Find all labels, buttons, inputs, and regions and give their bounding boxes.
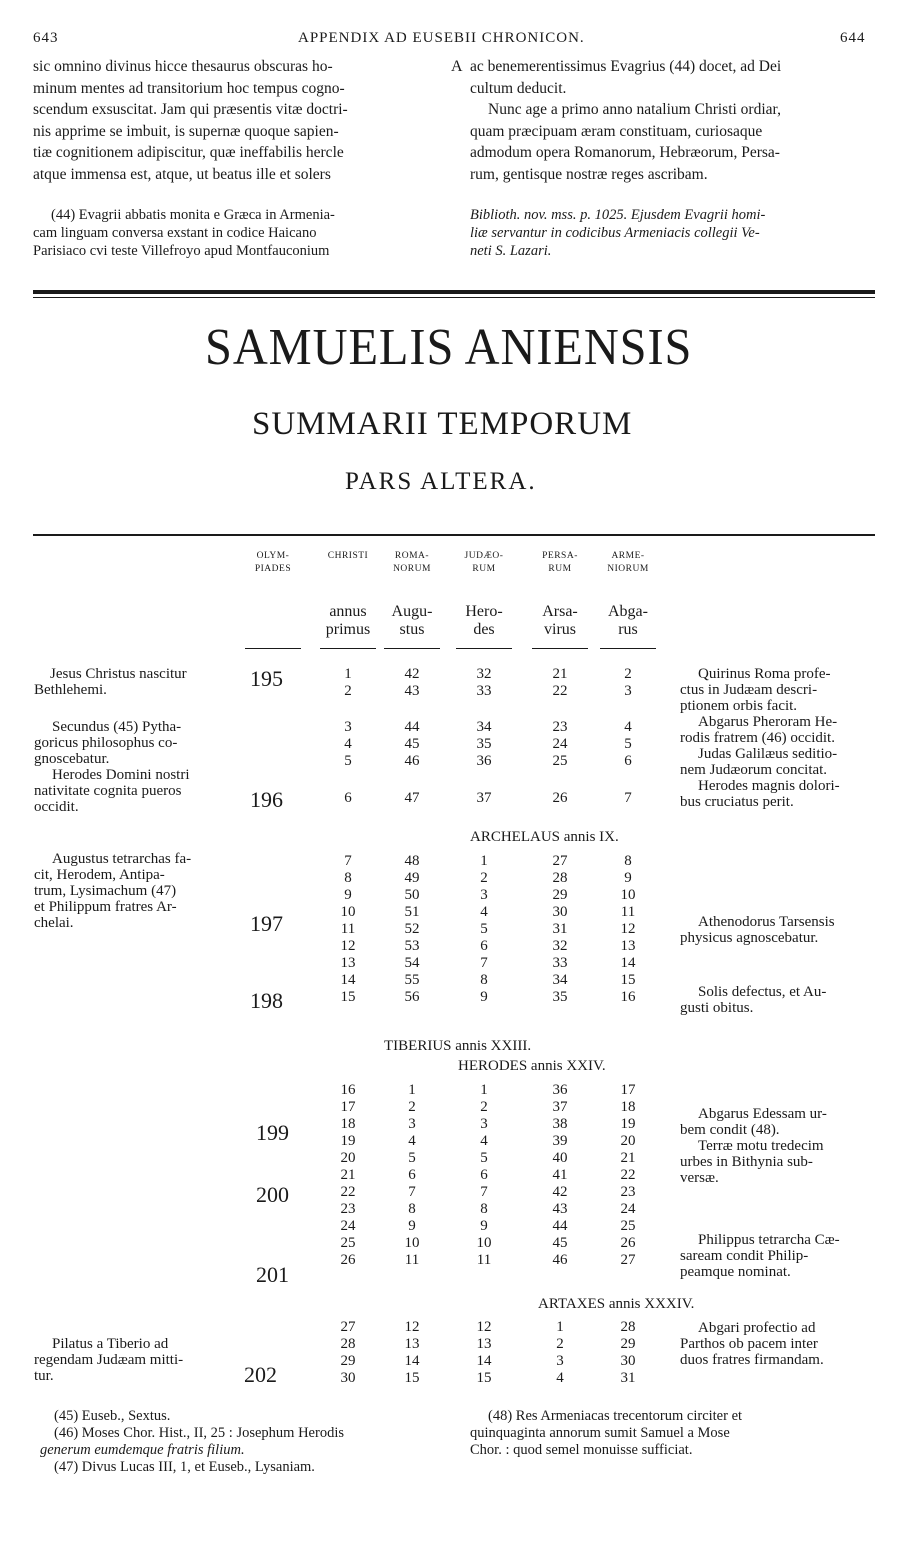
table-cell: 3 bbox=[480, 887, 488, 903]
right-note bbox=[680, 666, 840, 810]
left-note bbox=[34, 666, 187, 698]
table-cell: 11 bbox=[620, 904, 636, 920]
table-cell: 21 bbox=[340, 1167, 356, 1183]
footnote-line: (46) Moses Chor. Hist., II, 25 : Josephum Herodis bbox=[54, 1425, 344, 1441]
table-cell: 48 bbox=[404, 853, 420, 869]
column-header-line: ARME- bbox=[611, 551, 645, 561]
footnote-44 bbox=[33, 206, 335, 260]
table-cell: 9 bbox=[344, 887, 352, 903]
column-underline bbox=[384, 648, 440, 649]
table-cell: 24 bbox=[620, 1201, 636, 1217]
column-header bbox=[454, 550, 514, 576]
column-subheader bbox=[377, 603, 447, 639]
running-title: APPENDIX AD EUSEBII CHRONICON. bbox=[298, 30, 585, 46]
table-cell: 2 bbox=[480, 1099, 488, 1115]
column-subheader-line: Arsa- bbox=[542, 603, 578, 620]
table-cell: 34 bbox=[552, 972, 568, 988]
text-line: liæ servantur in codicibus Armeniacis collegii Ve- bbox=[470, 225, 760, 241]
note-line: regendam Judæam mitti- bbox=[34, 1352, 184, 1368]
table-cell: 10 bbox=[476, 1235, 492, 1251]
note-line: urbes in Bithynia sub- bbox=[680, 1154, 813, 1170]
note-line: Bethlehemi. bbox=[34, 682, 107, 698]
note-line: Jesus Christus nascitur bbox=[50, 666, 187, 682]
table-cell: 26 bbox=[340, 1252, 356, 1268]
note-line: saream condit Philip- bbox=[680, 1248, 809, 1264]
table-cell: 12 bbox=[476, 1319, 492, 1335]
table-cell: 2 bbox=[556, 1336, 564, 1352]
table-cell: 25 bbox=[552, 753, 568, 769]
left-note bbox=[34, 719, 189, 815]
table-cell: 21 bbox=[620, 1150, 636, 1166]
table-cell: 23 bbox=[340, 1201, 356, 1217]
table-cell: 19 bbox=[620, 1116, 636, 1132]
table-cell: 3 bbox=[408, 1116, 416, 1132]
table-cell: 13 bbox=[404, 1336, 420, 1352]
note-line: ctus in Judæam descri- bbox=[680, 682, 818, 698]
table-cell: 1 bbox=[556, 1319, 564, 1335]
table-cell: 8 bbox=[480, 1201, 488, 1217]
reign-heading: HERODES annis XXIV. bbox=[458, 1058, 606, 1074]
note-line: goricus philosophus co- bbox=[34, 735, 178, 751]
table-cell: 4 bbox=[624, 719, 632, 735]
column-subheader bbox=[449, 603, 519, 639]
note-line: duos fratres firmandam. bbox=[680, 1352, 824, 1368]
table-cell: 44 bbox=[552, 1218, 568, 1234]
note-line: nem Judæorum concitat. bbox=[680, 762, 828, 778]
table-cell: 1 bbox=[344, 666, 352, 682]
table-cell: 36 bbox=[476, 753, 492, 769]
olympiad-number: 197 bbox=[250, 911, 283, 936]
note-line: gusti obitus. bbox=[680, 1000, 754, 1016]
column-subheader-line: virus bbox=[544, 621, 576, 638]
table-cell: 4 bbox=[480, 904, 488, 920]
table-cell: 17 bbox=[340, 1099, 356, 1115]
column-subheader-line: des bbox=[473, 621, 495, 638]
text-line: scendum exsuscitat. Jam qui præsentis vitæ doctri- bbox=[33, 101, 348, 118]
table-cell: 14 bbox=[476, 1353, 492, 1369]
column-header bbox=[598, 550, 658, 576]
column-header-line: RUM bbox=[472, 564, 496, 574]
note-line: peamque nominat. bbox=[680, 1264, 791, 1280]
column-header bbox=[318, 550, 378, 563]
table-cell: 9 bbox=[480, 1218, 488, 1234]
table-cell: 28 bbox=[620, 1319, 636, 1335]
text-line: minum mentes ad transitorium hoc tempus cogno- bbox=[33, 79, 345, 97]
text-line: Biblioth. nov. mss. p. 1025. Ejusdem Evagrii homi- bbox=[470, 207, 766, 223]
right-note bbox=[680, 984, 826, 1016]
table-cell: 5 bbox=[408, 1150, 416, 1166]
column-header-line: PERSA- bbox=[542, 551, 578, 561]
right-note bbox=[680, 1106, 827, 1186]
text-line: (44) Evagrii abbatis monita e Græca in Armenia- bbox=[51, 207, 335, 223]
table-cell: 22 bbox=[340, 1184, 356, 1200]
table-cell: 1 bbox=[480, 853, 488, 869]
table-cell: 7 bbox=[480, 1184, 488, 1200]
table-cell: 31 bbox=[552, 921, 568, 937]
table-cell: 27 bbox=[620, 1252, 636, 1268]
table-cell: 28 bbox=[552, 870, 568, 886]
table-cell: 34 bbox=[476, 719, 492, 735]
table-cell: 56 bbox=[404, 989, 420, 1005]
table-cell: 15 bbox=[404, 1370, 420, 1386]
table-cell: 13 bbox=[340, 955, 356, 971]
note-line: ptionem orbis facit. bbox=[680, 698, 798, 714]
footnotes-left bbox=[40, 1408, 344, 1476]
top-left-column bbox=[33, 56, 348, 185]
table-cell: 19 bbox=[340, 1133, 356, 1149]
column-subheader-line: Augu- bbox=[391, 603, 433, 620]
table-cell: 46 bbox=[404, 753, 420, 769]
table-cell: 4 bbox=[344, 736, 352, 752]
table-cell: 42 bbox=[552, 1184, 568, 1200]
table-cell: 2 bbox=[408, 1099, 416, 1115]
table-cell: 17 bbox=[620, 1082, 636, 1098]
table-cell: 10 bbox=[620, 887, 636, 903]
table-cell: 4 bbox=[556, 1370, 564, 1386]
table-cell: 36 bbox=[552, 1082, 568, 1098]
table-cell: 43 bbox=[404, 683, 420, 699]
note-line: et Philippum fratres Ar- bbox=[34, 899, 177, 915]
table-cell: 39 bbox=[552, 1133, 568, 1149]
table-cell: 5 bbox=[480, 921, 488, 937]
text-line: ac benemerentissimus Evagrius (44) docet, ad Dei bbox=[470, 58, 782, 75]
text-line: atque immensa est, atque, ut beatus ille et solers bbox=[33, 165, 331, 183]
column-header-line: NORUM bbox=[393, 564, 431, 574]
table-cell: 29 bbox=[552, 887, 568, 903]
text-line: cultum deducit. bbox=[470, 79, 567, 97]
table-cell: 10 bbox=[404, 1235, 420, 1251]
table-cell: 3 bbox=[624, 683, 632, 699]
reign-heading: TIBERIUS annis XXIII. bbox=[384, 1038, 532, 1054]
table-cell: 4 bbox=[480, 1133, 488, 1149]
text-line: admodum opera Romanorum, Hebræorum, Persa- bbox=[470, 144, 780, 161]
table-cell: 7 bbox=[344, 853, 352, 869]
note-line: bem condit (48). bbox=[680, 1122, 780, 1138]
table-cell: 7 bbox=[408, 1184, 416, 1200]
table-cell: 21 bbox=[552, 666, 568, 682]
note-line: Abgari profectio ad bbox=[698, 1320, 816, 1336]
footnote-line: generum eumdemque fratris filium. bbox=[40, 1442, 245, 1458]
column-subheader-line: rus bbox=[618, 621, 638, 638]
note-line: versæ. bbox=[680, 1170, 719, 1186]
table-cell: 23 bbox=[620, 1184, 636, 1200]
table-cell: 9 bbox=[408, 1218, 416, 1234]
table-cell: 18 bbox=[340, 1116, 356, 1132]
section-rule bbox=[33, 290, 875, 294]
table-cell: 47 bbox=[404, 790, 420, 806]
table-cell: 2 bbox=[624, 666, 632, 682]
note-line: Terræ motu tredecim bbox=[698, 1138, 824, 1154]
table-cell: 49 bbox=[404, 870, 420, 886]
table-cell: 31 bbox=[620, 1370, 636, 1386]
table-cell: 35 bbox=[552, 989, 568, 1005]
olympiad-number: 199 bbox=[256, 1120, 289, 1145]
table-cell: 27 bbox=[340, 1319, 356, 1335]
note-line: nativitate cognita pueros bbox=[34, 783, 182, 799]
subtitle: SUMMARII TEMPORUM bbox=[252, 406, 633, 442]
column-header-line: PIADES bbox=[254, 564, 292, 574]
table-cell: 54 bbox=[404, 955, 420, 971]
table-cell: 4 bbox=[408, 1133, 416, 1149]
table-cell: 3 bbox=[344, 719, 352, 735]
note-line: Philippus tetrarcha Cæ- bbox=[698, 1232, 840, 1248]
footnote-line: quinquaginta annorum sumit Samuel a Mose bbox=[470, 1425, 730, 1441]
table-cell: 6 bbox=[480, 938, 488, 954]
table-cell: 8 bbox=[344, 870, 352, 886]
table-cell: 13 bbox=[476, 1336, 492, 1352]
column-subheader-line: stus bbox=[399, 621, 425, 638]
note-line: Athenodorus Tarsensis bbox=[698, 914, 835, 930]
table-cell: 11 bbox=[340, 921, 356, 937]
table-cell: 22 bbox=[552, 683, 568, 699]
text-line: neti S. Lazari. bbox=[470, 243, 552, 259]
table-cell: 3 bbox=[556, 1353, 564, 1369]
table-cell: 30 bbox=[340, 1370, 356, 1386]
note-line: occidit. bbox=[34, 799, 79, 815]
table-cell: 20 bbox=[620, 1133, 636, 1149]
table-cell: 14 bbox=[620, 955, 636, 971]
table-cell: 32 bbox=[476, 666, 492, 682]
margin-letter: A bbox=[451, 58, 463, 75]
table-cell: 15 bbox=[476, 1370, 492, 1386]
table-cell: 46 bbox=[552, 1252, 568, 1268]
table-cell: 45 bbox=[552, 1235, 568, 1251]
column-header bbox=[243, 550, 303, 576]
table-cell: 32 bbox=[552, 938, 568, 954]
footnote-44-continued bbox=[470, 206, 765, 260]
page-number-right: 644 bbox=[840, 30, 866, 46]
table-cell: 33 bbox=[476, 683, 492, 699]
table-cell: 12 bbox=[340, 938, 356, 954]
table-cell: 27 bbox=[552, 853, 568, 869]
table-cell: 37 bbox=[552, 1099, 568, 1115]
note-line: Herodes Domini nostri bbox=[52, 767, 190, 783]
table-cell: 40 bbox=[552, 1150, 568, 1166]
column-header-line: OLYM- bbox=[256, 551, 290, 561]
table-cell: 14 bbox=[404, 1353, 420, 1369]
part-title: PARS ALTERA. bbox=[345, 468, 537, 495]
table-cell: 28 bbox=[340, 1336, 356, 1352]
table-cell: 8 bbox=[480, 972, 488, 988]
table-cell: 50 bbox=[404, 887, 420, 903]
text-line: nis apprime se imbuit, is supernæ quoque sapien- bbox=[33, 122, 339, 140]
table-cell: 9 bbox=[624, 870, 632, 886]
note-line: Quirinus Roma profe- bbox=[698, 666, 831, 682]
olympiad-number: 200 bbox=[256, 1182, 289, 1207]
note-line: Pilatus a Tiberio ad bbox=[52, 1336, 169, 1352]
column-header bbox=[530, 550, 590, 576]
page-number-left: 643 bbox=[33, 30, 59, 46]
table-cell: 43 bbox=[552, 1201, 568, 1217]
column-subheader-line: Abga- bbox=[608, 603, 648, 620]
olympiad-number: 202 bbox=[244, 1362, 277, 1387]
table-cell: 29 bbox=[620, 1336, 636, 1352]
table-cell: 26 bbox=[620, 1235, 636, 1251]
column-header bbox=[382, 550, 442, 576]
top-right-column bbox=[470, 56, 781, 185]
column-subheader bbox=[525, 603, 595, 639]
column-underline bbox=[456, 648, 512, 649]
footnote-line: (47) Divus Lucas III, 1, et Euseb., Lysaniam. bbox=[54, 1459, 315, 1475]
text-line: rum, gentisque nostræ reges ascribam. bbox=[470, 165, 708, 183]
table-cell: 6 bbox=[480, 1167, 488, 1183]
table-cell: 5 bbox=[624, 736, 632, 752]
text-line: sic omnino divinus hicce thesaurus obscuras ho- bbox=[33, 58, 333, 75]
table-cell: 35 bbox=[476, 736, 492, 752]
table-cell: 7 bbox=[624, 790, 632, 806]
reign-heading: ARTAXES annis XXXIV. bbox=[538, 1296, 695, 1312]
table-cell: 6 bbox=[624, 753, 632, 769]
right-note bbox=[680, 1320, 824, 1368]
main-title: SAMUELIS ANIENSIS bbox=[205, 319, 693, 376]
note-line: tur. bbox=[34, 1368, 54, 1384]
olympiad-number: 196 bbox=[250, 787, 283, 812]
note-line: Augustus tetrarchas fa- bbox=[52, 851, 192, 867]
table-cell: 1 bbox=[408, 1082, 416, 1098]
table-cell: 24 bbox=[340, 1218, 356, 1234]
column-header-line: JUDÆO- bbox=[464, 551, 504, 561]
table-cell: 23 bbox=[552, 719, 568, 735]
table-cell: 11 bbox=[476, 1252, 492, 1268]
note-line: Judas Galilæus seditio- bbox=[698, 746, 838, 762]
table-cell: 15 bbox=[620, 972, 636, 988]
column-header-line: CHRISTI bbox=[327, 551, 369, 561]
column-header-line: ROMA- bbox=[394, 551, 430, 561]
column-subheader-line: primus bbox=[325, 621, 371, 638]
column-underline bbox=[600, 648, 656, 649]
right-note bbox=[680, 914, 835, 946]
table-cell: 13 bbox=[620, 938, 636, 954]
note-line: gnoscebatur. bbox=[34, 751, 110, 767]
table-cell: 3 bbox=[480, 1116, 488, 1132]
table-cell: 10 bbox=[340, 904, 356, 920]
table-cell: 5 bbox=[344, 753, 352, 769]
note-line: chelai. bbox=[34, 915, 74, 931]
olympiad-number: 198 bbox=[250, 988, 283, 1013]
table-cell: 45 bbox=[404, 736, 420, 752]
table-cell: 2 bbox=[480, 870, 488, 886]
column-header-line: NIORUM bbox=[607, 564, 649, 574]
table-cell: 2 bbox=[344, 683, 352, 699]
column-header-line: RUM bbox=[548, 564, 572, 574]
note-line: bus cruciatus perit. bbox=[680, 794, 794, 810]
table-cell: 15 bbox=[340, 989, 356, 1005]
footnote-line: (45) Euseb., Sextus. bbox=[54, 1408, 171, 1424]
table-cell: 44 bbox=[404, 719, 420, 735]
table-cell: 24 bbox=[552, 736, 568, 752]
table-cell: 14 bbox=[340, 972, 356, 988]
table-cell: 16 bbox=[620, 989, 636, 1005]
note-line: Herodes magnis dolori- bbox=[698, 778, 840, 794]
table-cell: 6 bbox=[408, 1167, 416, 1183]
table-cell: 53 bbox=[404, 938, 420, 954]
column-subheader bbox=[593, 603, 663, 639]
column-underline bbox=[320, 648, 376, 649]
note-line: Parthos ob pacem inter bbox=[680, 1336, 818, 1352]
note-line: Abgarus Edessam ur- bbox=[698, 1106, 827, 1122]
text-line: tiæ cognitionem adipiscitur, quæ ineffabilis hercle bbox=[33, 144, 344, 161]
text-line: Parisiaco cvi teste Villefroyo apud Montfauconium bbox=[33, 243, 330, 259]
table-cell: 25 bbox=[620, 1218, 636, 1234]
table-cell: 18 bbox=[620, 1099, 636, 1115]
table-cell: 6 bbox=[344, 790, 352, 806]
note-line: Abgarus Pheroram He- bbox=[698, 714, 838, 730]
olympiad-number: 195 bbox=[250, 666, 283, 691]
footnote-line: Chor. : quod semel monuisse sufficiat. bbox=[470, 1442, 693, 1458]
table-cell: 8 bbox=[624, 853, 632, 869]
table-cell: 22 bbox=[620, 1167, 636, 1183]
section-rule-thin bbox=[33, 297, 875, 298]
olympiad-number: 201 bbox=[256, 1262, 289, 1287]
reign-heading: ARCHELAUS annis IX. bbox=[470, 829, 619, 845]
table-cell: 38 bbox=[552, 1116, 568, 1132]
table-cell: 55 bbox=[404, 972, 420, 988]
note-line: Secundus (45) Pytha- bbox=[52, 719, 182, 735]
left-note bbox=[34, 1336, 183, 1384]
text-line: cam linguam conversa exstant in codice Haicano bbox=[33, 225, 317, 241]
note-line: Solis defectus, et Au- bbox=[698, 984, 827, 1000]
left-note bbox=[34, 851, 191, 931]
table-cell: 7 bbox=[480, 955, 488, 971]
table-cell: 33 bbox=[552, 955, 568, 971]
table-cell: 12 bbox=[404, 1319, 420, 1335]
column-underline bbox=[245, 648, 301, 649]
column-subheader-line: annus bbox=[329, 603, 367, 620]
column-subheader bbox=[313, 603, 383, 639]
table-cell: 41 bbox=[552, 1167, 568, 1183]
table-cell: 12 bbox=[620, 921, 636, 937]
table-cell: 16 bbox=[340, 1082, 356, 1098]
note-line: cit, Herodem, Antipa- bbox=[34, 867, 165, 883]
footnote-line: (48) Res Armeniacas trecentorum circiter et bbox=[488, 1408, 743, 1424]
table-cell: 20 bbox=[340, 1150, 356, 1166]
table-cell: 37 bbox=[476, 790, 492, 806]
note-line: rodis fratrem (46) occidit. bbox=[680, 730, 835, 746]
note-line: trum, Lysimachum (47) bbox=[34, 883, 177, 899]
table-rule bbox=[33, 534, 875, 536]
text-line: Nunc age a primo anno natalium Christi ordiar, bbox=[488, 101, 781, 118]
table-cell: 8 bbox=[408, 1201, 416, 1217]
table-cell: 51 bbox=[404, 904, 420, 920]
table-cell: 52 bbox=[404, 921, 420, 937]
text-line: quam præcipuam æram constituam, curiosaque bbox=[470, 122, 763, 140]
table-cell: 9 bbox=[480, 989, 488, 1005]
table-cell: 5 bbox=[480, 1150, 488, 1166]
column-subheader-line: Hero- bbox=[465, 603, 503, 620]
column-underline bbox=[532, 648, 588, 649]
table-cell: 29 bbox=[340, 1353, 356, 1369]
table-cell: 1 bbox=[480, 1082, 488, 1098]
table-cell: 26 bbox=[552, 790, 568, 806]
table-cell: 30 bbox=[620, 1353, 636, 1369]
table-cell: 42 bbox=[404, 666, 420, 682]
note-line: physicus agnoscebatur. bbox=[680, 930, 819, 946]
table-cell: 11 bbox=[404, 1252, 420, 1268]
table-cell: 25 bbox=[340, 1235, 356, 1251]
table-cell: 30 bbox=[552, 904, 568, 920]
footnotes-right bbox=[470, 1408, 742, 1459]
right-note bbox=[680, 1232, 840, 1280]
